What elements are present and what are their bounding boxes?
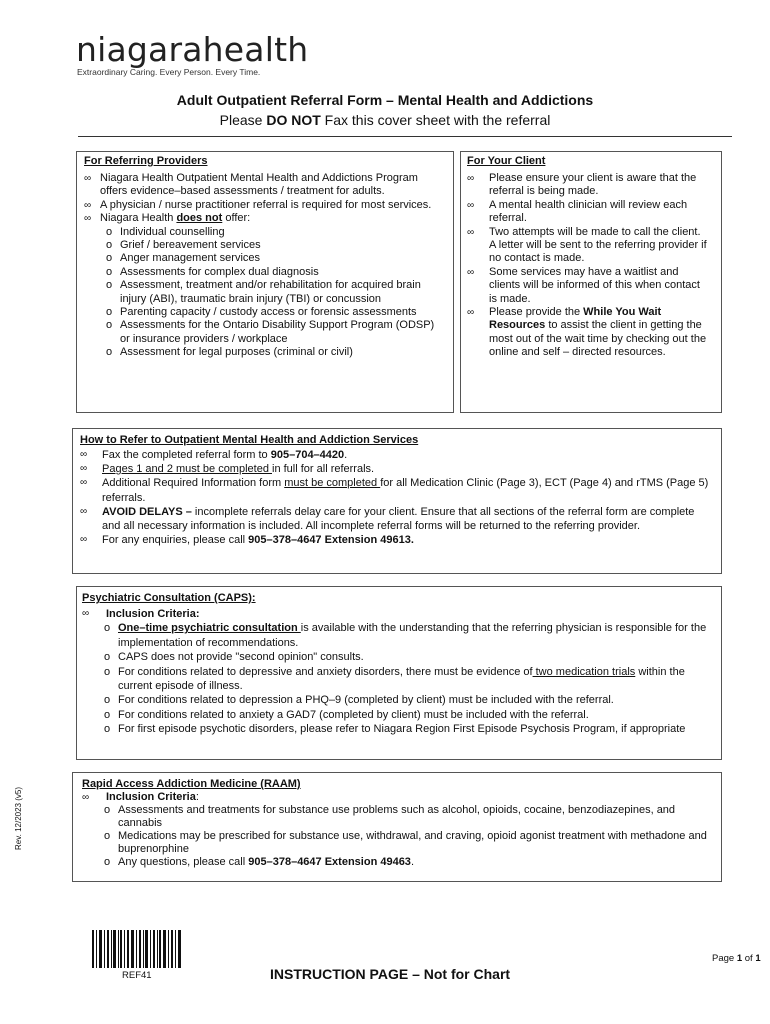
bullet-icon: ∞	[84, 213, 92, 225]
how-to-refer-list	[80, 448, 715, 547]
sub-item	[100, 708, 715, 722]
circle-bullet-icon: o	[104, 694, 111, 707]
how-to-refer-box	[72, 428, 722, 574]
wait-resources-text: While You Wait Resources	[489, 306, 662, 332]
list-item	[80, 448, 715, 462]
fax-number: 905–704–4420	[270, 449, 345, 461]
item-post: for all Medication Clinic (Page 3), ECT (Page 4) and rTMS (Page 5) referrals.	[102, 477, 709, 504]
item-post: offer:	[222, 212, 251, 225]
bullet-icon: ∞	[82, 792, 90, 803]
circle-bullet-icon: o	[104, 708, 111, 721]
sub-item	[102, 319, 437, 346]
item-post: to assist the client in getting the most out of the wait time by checking out the online and self – directed resources.	[489, 319, 707, 359]
page-number	[712, 953, 761, 964]
raam-phone: 905–378–4647 Extension 49463	[248, 856, 411, 868]
providers-box	[76, 151, 454, 413]
header-divider	[78, 136, 732, 137]
circle-bullet-icon: o	[106, 306, 113, 319]
caps-box	[76, 586, 722, 760]
bullet-icon: ∞	[467, 173, 475, 184]
sub-pre: Any questions, please call	[118, 856, 249, 868]
circle-bullet-icon: o	[106, 252, 113, 265]
item-underlined: Pages 1 and 2 must be completed	[102, 463, 272, 476]
list-item	[467, 199, 709, 226]
circle-bullet-icon: o	[106, 346, 113, 359]
bullet-icon: ∞	[80, 505, 88, 517]
sub-text: Assessments for complex dual diagnosis	[120, 265, 319, 278]
circle-bullet-icon: o	[106, 265, 113, 278]
list-item	[467, 226, 709, 266]
item-text: A mental health clinician will review each referral.	[489, 198, 688, 225]
bullet-icon: ∞	[80, 449, 88, 460]
sub-text: For first episode psychotic disorders, please refer to Niagara Region First Episode Psychosis Program, if appropriate	[118, 723, 686, 736]
revision-label: Rev. 12/2023 (v5)	[14, 787, 23, 850]
circle-bullet-icon: o	[106, 225, 113, 238]
bullet-icon: ∞	[80, 477, 88, 489]
sub-item	[102, 279, 437, 306]
raam-list	[82, 791, 715, 869]
sub-post: .	[410, 856, 414, 868]
subtitle-post: Fax this cover sheet with the referral	[320, 112, 551, 128]
item-pre: Additional Required Information form	[102, 477, 285, 490]
sub-text: For conditions related to anxiety a GAD7 (completed by client) must be included with the referral.	[118, 708, 589, 721]
page-current: 1	[736, 953, 743, 964]
sub-item	[100, 830, 715, 856]
sub-item	[100, 693, 715, 707]
criteria-label: Inclusion Criteria	[106, 791, 196, 803]
circle-bullet-icon: o	[104, 804, 111, 816]
item-text: Some services may have a waitlist and clients will be informed of this when contact is made.	[489, 265, 700, 305]
subtitle-pre: Please	[219, 112, 267, 128]
list-item	[82, 791, 715, 869]
list-item	[467, 306, 709, 360]
page-total: 1	[755, 953, 761, 964]
circle-bullet-icon: o	[106, 239, 113, 252]
footer-title: INSTRUCTION PAGE – Not for Chart	[270, 966, 511, 982]
sub-text: Assessments for the Ontario Disability Support Program (ODSP) or insurance providers / workplace	[120, 319, 435, 345]
sub-text: Anger management services	[120, 252, 261, 265]
page-subtitle	[0, 112, 770, 128]
sub-item	[102, 226, 437, 239]
caps-criteria-list	[100, 621, 715, 736]
client-heading: For Your Client	[467, 155, 546, 167]
sub-item	[100, 621, 715, 650]
does-not-text: does not	[176, 212, 223, 225]
enquiry-phone: 905–378–4647 Extension 49613.	[248, 534, 414, 547]
caps-list	[82, 607, 715, 737]
list-item	[467, 172, 709, 199]
caps-heading: Psychiatric Consultation (CAPS):	[82, 592, 256, 604]
barcode-image	[92, 930, 182, 968]
list-item	[467, 266, 709, 306]
item-post: in full for all referrals.	[272, 463, 375, 476]
sub-item	[100, 650, 715, 664]
bullet-icon: ∞	[82, 608, 90, 619]
sub-pre: For conditions related to depressive and anxiety disorders, there must be evidence of	[118, 665, 533, 678]
sub-item	[102, 266, 437, 279]
item-text: Niagara Health Outpatient Mental Health and Addictions Program offers evidence–based assessments / treatment for adults.	[100, 172, 418, 198]
item-pre: Niagara Health	[100, 212, 177, 225]
logo-tagline: Extraordinary Caring. Every Person. Every Time.	[77, 67, 261, 77]
list-item	[80, 476, 715, 504]
circle-bullet-icon: o	[104, 856, 111, 868]
sub-text: CAPS does not provide "second opinion" consults.	[118, 651, 364, 664]
sub-item	[100, 804, 715, 830]
avoid-delays-text: AVOID DELAYS –	[102, 505, 195, 518]
sub-text: Assessment, treatment and/or rehabilitation for acquired brain injury (ABI), traumatic brain injury (TBI) or concussion	[120, 279, 421, 305]
circle-bullet-icon: o	[106, 279, 113, 292]
item-text: Please ensure your client is aware that the referral is being made.	[489, 172, 697, 198]
bullet-icon: ∞	[467, 199, 475, 211]
raam-criteria-list	[100, 804, 715, 869]
sub-text: Grief / bereavement services	[120, 239, 261, 252]
sub-text: Parenting capacity / custody access or forensic assessments	[120, 306, 417, 319]
raam-box	[72, 772, 722, 882]
item-pre: Fax the completed referral form to	[102, 449, 271, 461]
sub-item	[100, 665, 715, 694]
bullet-icon: ∞	[467, 226, 475, 238]
bullet-icon: ∞	[80, 463, 88, 475]
sub-text: Individual counselling	[120, 225, 225, 238]
item-post: .	[344, 449, 348, 461]
sub-text: is available with the understanding that the referring physician is responsible for the implementation of recommendations.	[118, 622, 707, 649]
sub-item	[100, 722, 715, 736]
circle-bullet-icon: o	[104, 830, 111, 842]
two-trials-text: two medication trials	[532, 665, 636, 678]
item-text: Two attempts will be made to call the client. A letter will be sent to the referring provider if no contact is made.	[489, 225, 707, 265]
how-to-refer-heading: How to Refer to Outpatient Mental Health and Addiction Services	[80, 434, 419, 446]
sub-text: Assessments and treatments for substance use problems such as alcohol, opioids, cocaine, benzodiazepines, and cannabis	[118, 804, 676, 829]
sub-text: For conditions related to depression a PHQ–9 (completed by client) must be included with the referral.	[118, 694, 614, 707]
criteria-colon: :	[195, 791, 199, 803]
form-ref-code: REF41	[122, 970, 152, 981]
item-pre: Please provide the	[489, 306, 584, 319]
raam-heading: Rapid Access Addiction Medicine (RAAM)	[82, 778, 301, 790]
bullet-icon: ∞	[84, 199, 92, 211]
bullet-icon: ∞	[80, 534, 88, 546]
list-item	[80, 462, 715, 476]
bullet-icon: ∞	[467, 307, 475, 319]
item-text: A physician / nurse practitioner referral is required for most services.	[100, 198, 432, 211]
providers-list	[84, 172, 437, 360]
not-offered-list	[102, 226, 437, 360]
bullet-icon: ∞	[84, 173, 92, 184]
item-post: incomplete referrals delay care for your client. Ensure that all sections of the referral form are complete and all necessary information is included. All incomplete referral forms will be returned to the referring provider.	[102, 505, 695, 533]
providers-heading: For Referring Providers	[84, 155, 208, 167]
page-mid: of	[742, 953, 756, 964]
list-item	[80, 533, 715, 547]
list-item	[82, 607, 715, 737]
logo-wordmark: niagarahealth	[76, 30, 309, 69]
sub-item	[102, 306, 437, 319]
item-pre: For any enquiries, please call	[102, 534, 249, 547]
list-item	[80, 505, 715, 533]
bullet-icon: ∞	[467, 266, 475, 278]
list-item	[84, 172, 437, 199]
sub-item	[102, 252, 437, 265]
item-underlined: must be completed	[284, 477, 381, 490]
sub-item	[100, 856, 715, 869]
sub-text: Medications may be prescribed for substance use, withdrawal, and craving, opioid agonist treatment with methadone and buprenorphine	[118, 830, 707, 855]
one-time-consult: One–time psychiatric consultation	[118, 622, 301, 635]
sub-text: Assessment for legal purposes (criminal or civil)	[120, 346, 353, 359]
circle-bullet-icon: o	[104, 723, 111, 736]
circle-bullet-icon: o	[104, 651, 111, 664]
circle-bullet-icon: o	[104, 622, 111, 635]
client-box	[460, 151, 722, 413]
sub-item	[102, 239, 437, 252]
page-title: Adult Outpatient Referral Form – Mental Health and Addictions	[176, 92, 594, 108]
circle-bullet-icon: o	[106, 319, 113, 332]
sub-item	[102, 346, 437, 359]
client-list	[467, 172, 715, 360]
list-item	[84, 212, 437, 359]
criteria-label: Inclusion Criteria:	[106, 608, 200, 620]
list-item	[84, 199, 437, 212]
sub-post: within the current episode of illness.	[118, 665, 685, 693]
circle-bullet-icon: o	[104, 665, 111, 678]
subtitle-bold: DO NOT	[266, 112, 321, 128]
page-pre: Page	[712, 953, 737, 964]
